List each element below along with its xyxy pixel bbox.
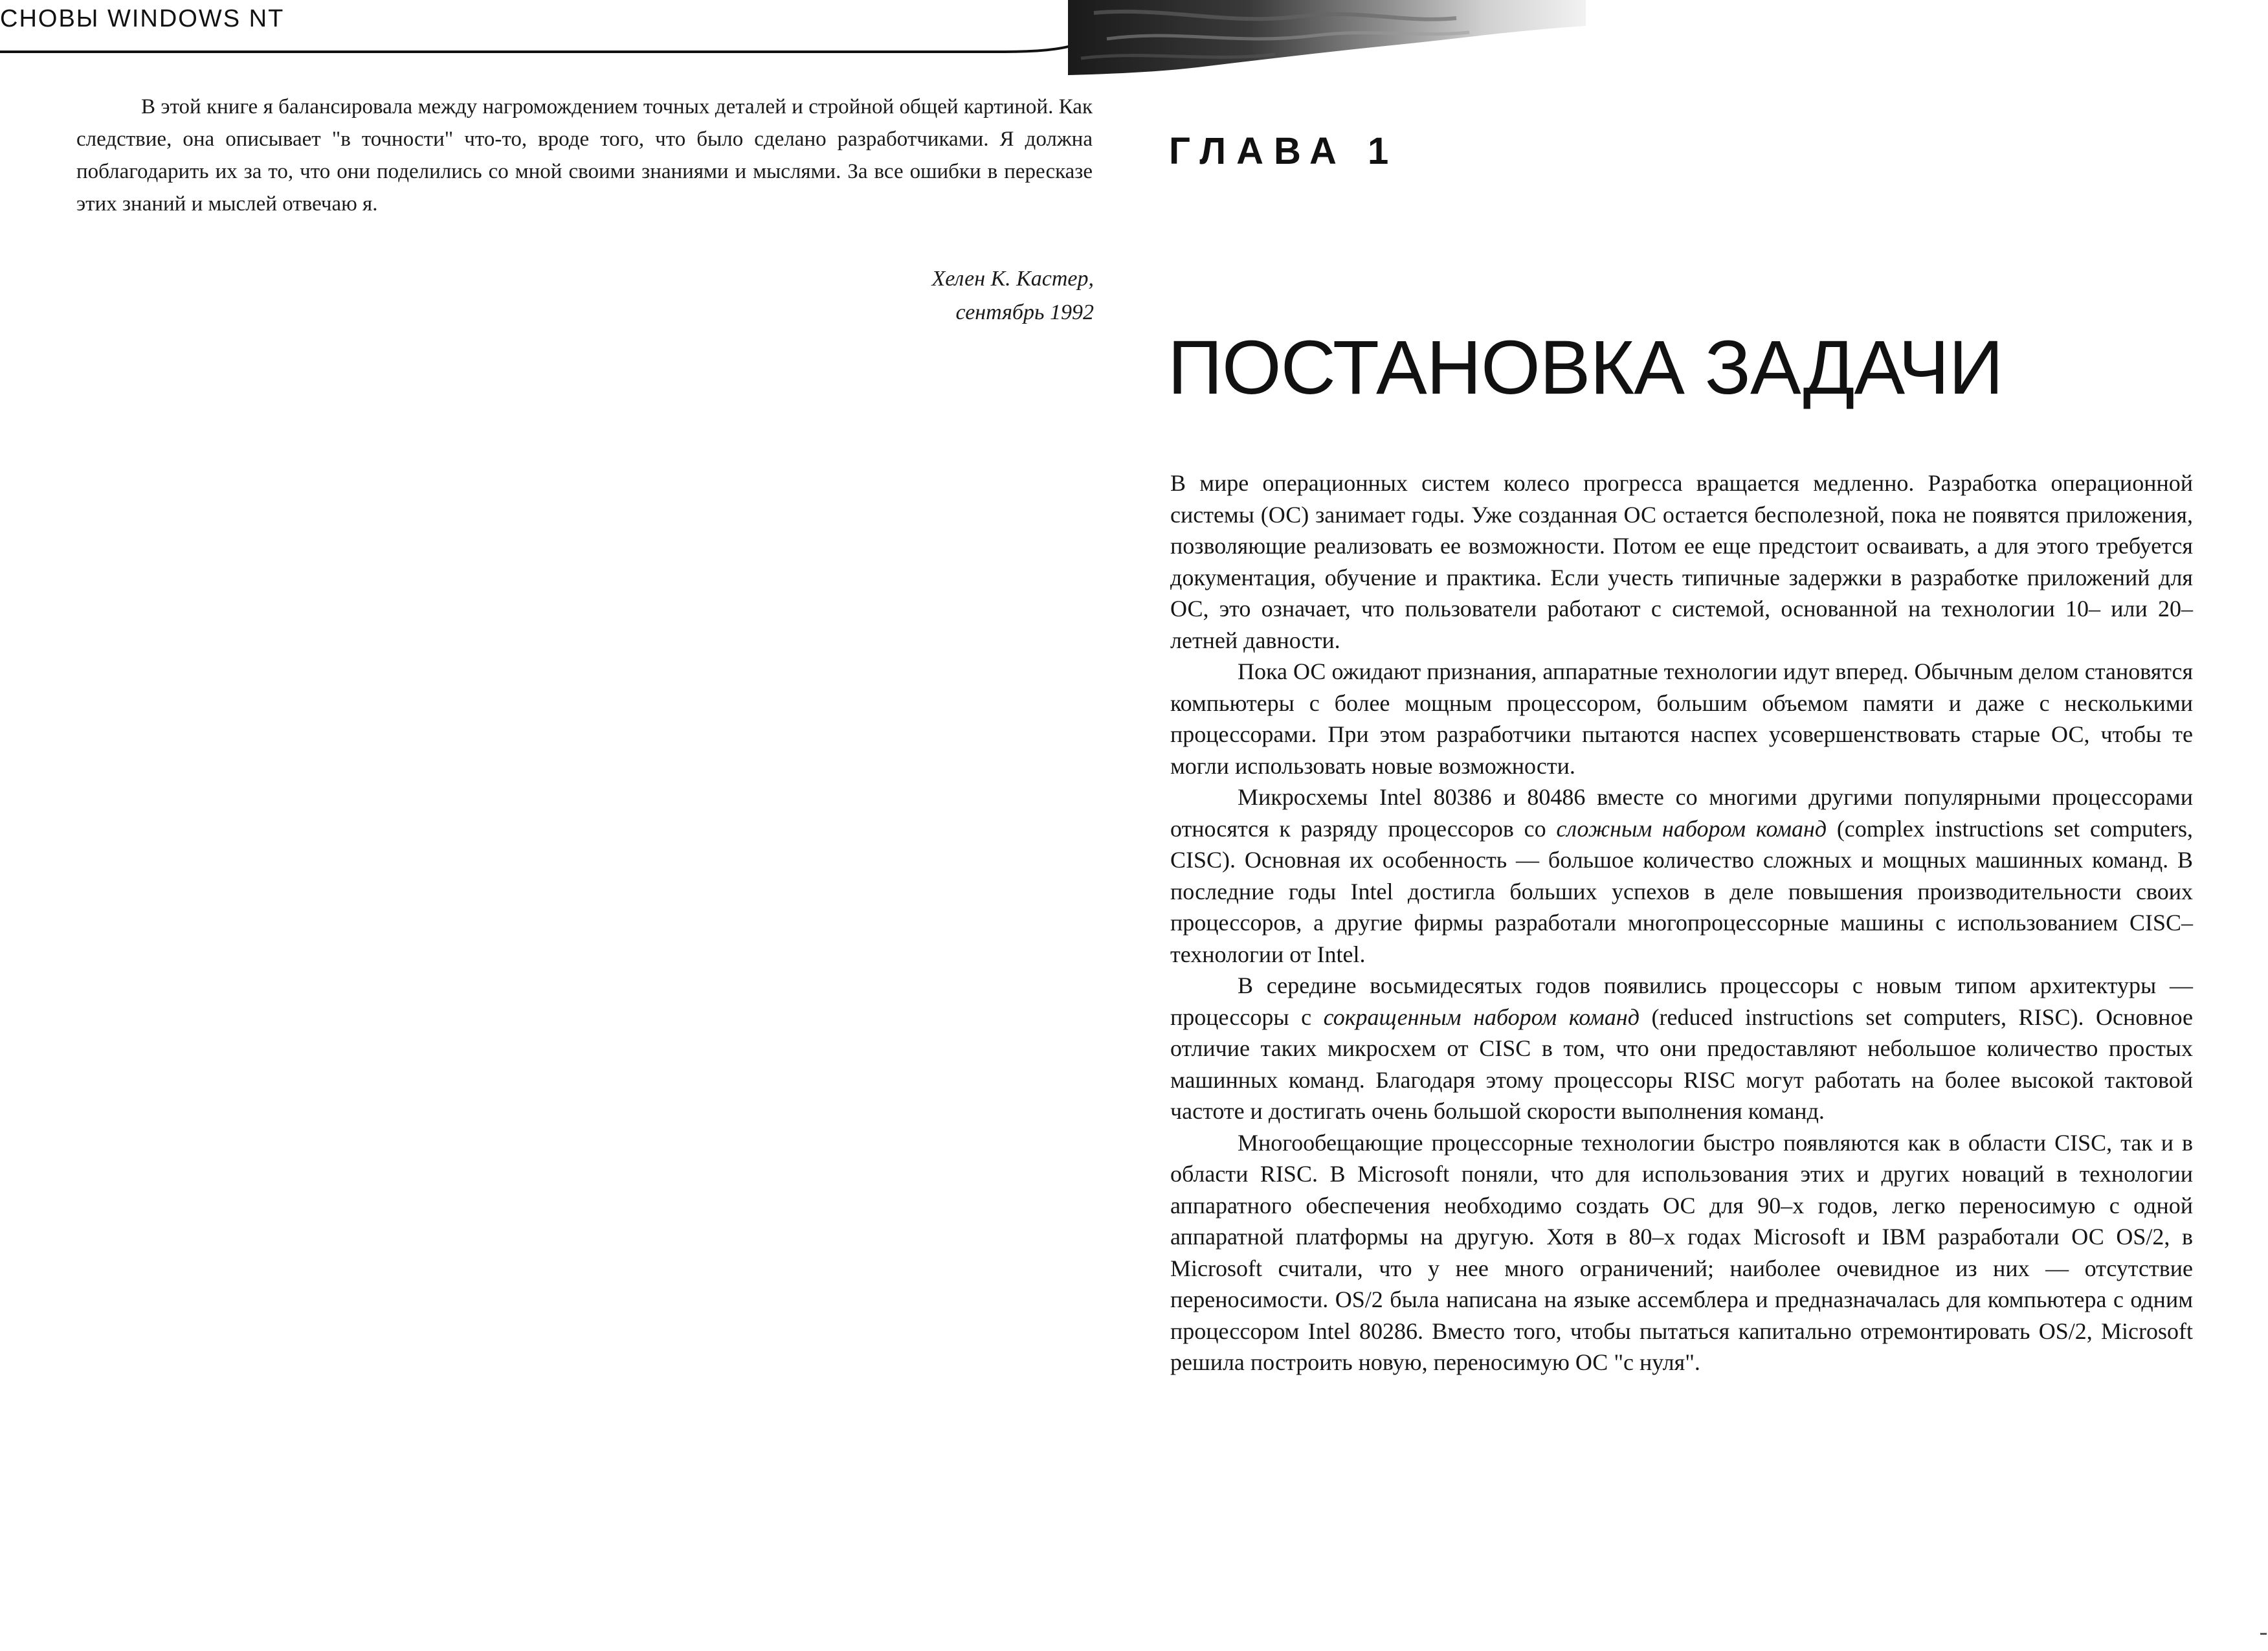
preface — [76, 91, 1093, 220]
paragraph-5: Многообещающие процессорные технологии быстро появляются как в области CISC, так и в области RISC. В Microsoft поняли, что для использования этих и других новаций в технологии аппаратного обеспечения необходимо создать ОС для 90–х годов, легко переносимую с одной аппаратной платформы на другую. Хотя в 80–х годах Microsoft и IBM разработали ОС OS/2, в Microsoft считали, что у нее много ограничений; наиболее очевидное из них — отсутствие переносимости. OS/2 была написана на языке ассемблера и предназначалась для компьютера с одним процессором Intel 80286. Вместо того, чтобы пытаться капитально отремонтировать OS/2, Microsoft решила построить новую, переносимую ОС "с нуля". — [1170, 1129, 2193, 1375]
paragraph-2: Пока ОС ожидают признания, аппаратные технологии идут вперед. Обычным делом становятся компьютеры с более мощным процессором, большим объемом памяти и даже с несколькими процессорами. При этом разработчики пытаются наспех усовершенствовать старые ОС, чтобы те могли использовать новые возможности. — [1170, 658, 2193, 779]
paragraph-1: В мире операционных систем колесо прогресса вращается медленно. Разработка операционной системы (ОС) занимает годы. Уже созданная ОС остается бесполезной, пока не появятся приложения, позволяющие реализовать ее возможности. Потом ее еще предстоит осваивать, а для этого требуется документация, обучение и практика. Если учесть типичные задержки в разработке приложений для ОС, это означает, что пользователи работают с системой, основанной на технологии 10– или 20–летней давности. — [1170, 470, 2193, 653]
running-head-rule — [0, 14, 1100, 60]
paragraph-4-text-a: В середине восьмидесятых годов появились процессоры с новым типом архитектуры — процессоры с — [1170, 972, 2193, 1030]
paragraph-3-text-a: Микросхемы Intel 80386 и 80486 вместе со многими другими популярными процессорами относятся к разряду процессоров со — [1170, 784, 2193, 842]
chapter-label: ГЛАВА 1 — [1169, 130, 1399, 172]
right-page — [1152, 0, 2268, 1651]
signature — [931, 262, 1094, 330]
term-risc: сокращенным набором команд — [1323, 1004, 1640, 1030]
preface-paragraph: В этой книге я балансировала между нагромождением точных деталей и стройной общей картиной. Как следствие, она описывает "в точности" что-то, вроде того, что было сделано разработчиками. Я должна поблагодарить их за то, что они поделились со мной своими знаниями и мыслями. За все ошибки в пересказе этих знаний и мыслей отвечаю я. — [76, 95, 1093, 216]
chapter-body — [1170, 467, 2193, 1378]
left-page — [0, 0, 1094, 1651]
paragraph-4 — [1170, 970, 2193, 1127]
chapter-title: ПОСТАНОВКА ЗАДАЧИ — [1168, 325, 2003, 410]
signature-author: Хелен К. Кастер, — [931, 267, 1094, 291]
paragraph-4-text-b: (reduced instructions set computers, RISC). Основное отличие таких микросхем от CISC в том, что они предоставляют небольшое количество простых машинных команд. Благодаря этому процессоры RISC могут работать на более высокой тактовой частоте и достигать очень большой скорости выполнения команд. — [1170, 1004, 2193, 1124]
term-cisc: сложным набором команд — [1556, 815, 1827, 842]
signature-date: сентябрь 1992 — [955, 300, 1094, 324]
paragraph-3-text-b: (complex instructions set computers, CISC). Основная их особенность — большое количество сложных и мощных машинных команд. В последние годы Intel достигла больших успехов в деле повышения производительности своих процессоров, а другие фирмы разработали многопроцессорные машины с использованием CISC–технологии от Intel. — [1170, 815, 2193, 967]
page-mark — [2260, 1633, 2267, 1635]
running-head: СНОВЫ WINDOWS NT — [0, 5, 285, 32]
paragraph-3 — [1170, 781, 2193, 970]
